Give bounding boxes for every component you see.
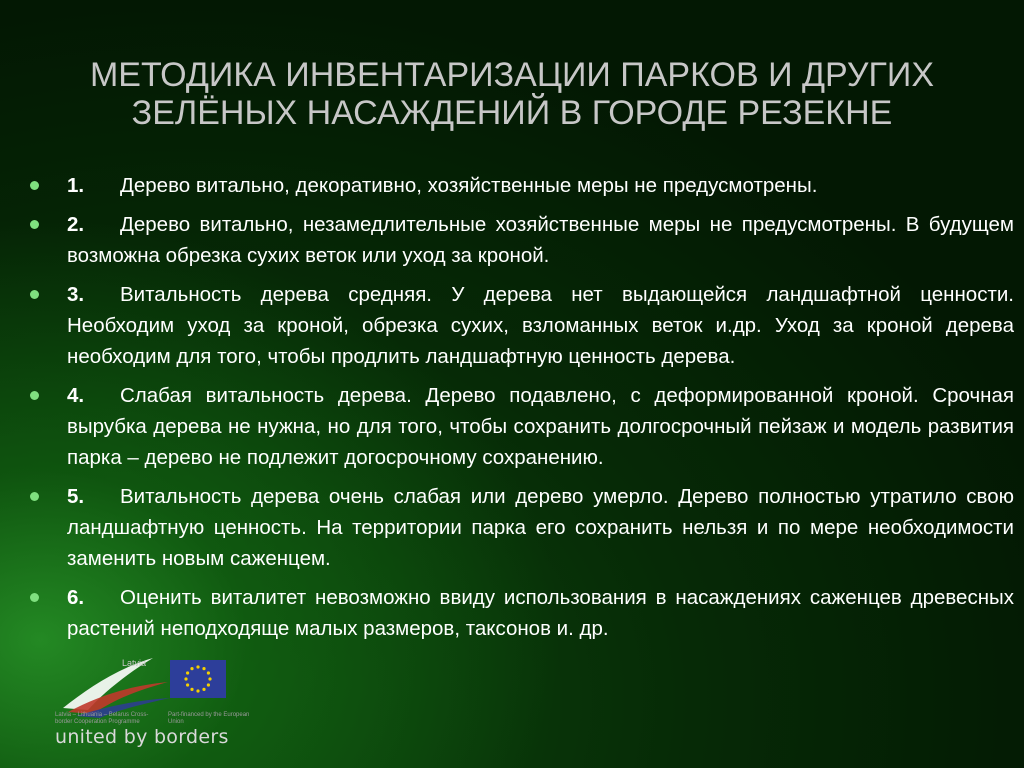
bullet-icon: [30, 391, 39, 400]
bullet-icon: [30, 290, 39, 299]
item-number: 4.: [67, 384, 85, 407]
bullet-list: [30, 170, 1014, 652]
item-text: Витальность дерева средняя. У дерева нет выдающейся ландшафтной ценности. Необходим уход за кроной, обрезка сухих, взломанных веток и.др. Уход за кроной дерева необходим для того, чтобы продлить ландшафтную ценность дерева.: [67, 283, 1014, 368]
swoosh-logo-icon: [58, 648, 178, 718]
item-text: Слабая витальность дерева. Дерево подавлено, с деформированной кроной. Срочная вырубка дерева не нужна, но для того, чтобы сохранить долгосрочный пейзаж и модель развития парка – дерево не подлежит догосрочному сохранению.: [67, 384, 1014, 469]
item-number: 2.: [67, 213, 85, 236]
item-number: 1.: [67, 174, 85, 197]
list-item: [30, 279, 1014, 372]
list-item: [30, 209, 1014, 271]
list-item: [30, 481, 1014, 574]
eu-flag-icon: [170, 660, 226, 698]
bullet-icon: [30, 220, 39, 229]
program-logo: [40, 640, 270, 760]
item-number: 5.: [67, 485, 85, 508]
list-item: [30, 380, 1014, 473]
list-item: [30, 582, 1014, 644]
list-item: [30, 170, 1014, 201]
title-line-2: ЗЕЛЁНЫХ НАСАЖДЕНИЙ В ГОРОДЕ РЕЗЕКНЕ: [131, 94, 893, 132]
title-line-1: МЕТОДИКА ИНВЕНТАРИЗАЦИИ ПАРКОВ И ДРУГИХ: [89, 56, 935, 94]
item-text: Дерево витально, декоративно, хозяйственные меры не предусмотрены.: [120, 174, 818, 197]
item-text: Оценить виталитет невозможно ввиду использования в насаждениях саженцев древесных растений неподходяще малых размеров, таксонов и. др.: [67, 586, 1014, 640]
logo-fine-print-left: Latvia – Lithuania – Belarus Cross-border Cooperation Programme: [55, 712, 149, 725]
country-label: Latvia: [122, 658, 147, 668]
logo-fine-print-right: Part-financed by the European Union: [168, 712, 250, 725]
slide-title: [60, 56, 964, 132]
bullet-icon: [30, 492, 39, 501]
item-text: Витальность дерева очень слабая или дерево умерло. Дерево полностью утратило свою ландшафтную ценность. На территории парка его сохранить нельзя и по мере необходимости заменить новым саженцем.: [67, 485, 1014, 570]
bullet-icon: [30, 593, 39, 602]
logo-slogan: united by borders: [55, 726, 229, 748]
bullet-icon: [30, 181, 39, 190]
item-number: 3.: [67, 283, 85, 306]
item-text: Дерево витально, незамедлительные хозяйственные меры не предусмотрены. В будущем возможна обрезка сухих веток или уход за кроной.: [67, 213, 1014, 267]
item-number: 6.: [67, 586, 85, 609]
